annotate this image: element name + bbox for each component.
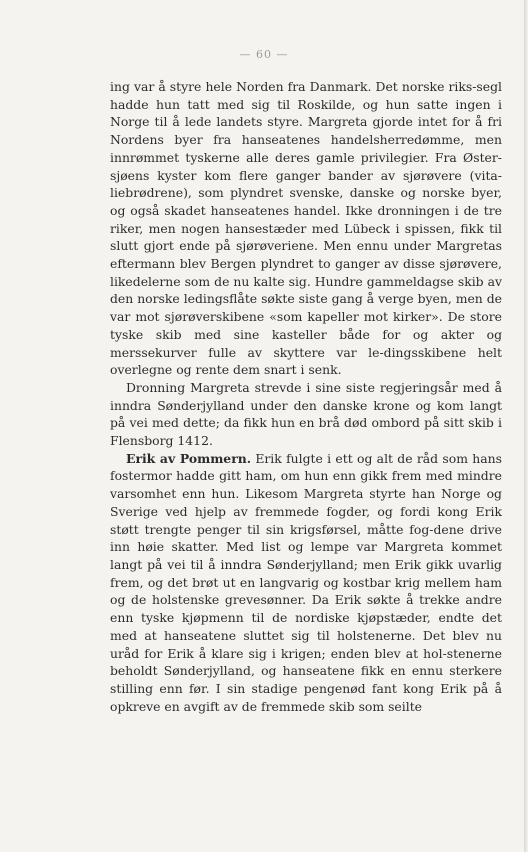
section-heading: Erik av Pommern. bbox=[126, 450, 252, 466]
paragraph-1: ing var å styre hele Norden fra Danmark. Det norske riks-segl hadde hun tatt med sig til Roskilde, og hun satte ingen i Norge til å lede landets styre. Margreta gjorde intet for å fri Nordens byer fra hanseatenes handelsherredømme, men innrømmet tyskerne alle deres gamle privilegier. Fra Øster-sjøens kyster kom flere ganger bander av sjørøvere (vita-liebrødrene), som plyndret svenske, danske og norske byer, og også skadet hanseatenes handel. Ikke dronningen i de tre riker, men nogen hansestæder med Lübeck i spissen, fikk til slutt gjort ende på sjørøveriene. Men ennu under Margretas eftermann blev Bergen plyndret to ganger av disse sjørøvere, likedelerne som de nu kalte sig. Hundre gammeldagse skib av den norske ledingsflåte søkte siste gang å verge byen, men de var mot sjørøverskibene «som kapeller mot kirker». De store tyske skib med sine kasteller både for og akter og merssekurver fulle av skyttere var le-dingsskibene helt overlegne og rente dem snart i senk. bbox=[110, 79, 502, 378]
paragraph-2: Dronning Margreta strevde i sine siste regjeringsår med å inndra Sønderjylland under den danske krone og kom langt på vei med dette; da fikk hun en brå død ombord på sitt skib i Flensborg 1412. bbox=[110, 379, 502, 449]
paragraph-3 bbox=[110, 450, 502, 716]
page-number: — 60 — bbox=[239, 48, 289, 61]
section-text: Erik fulgte i ett og alt de råd som hans fostermor hadde gitt ham, om hun enn gikk frem med mindre varsomhet enn hun. Likesom Margreta styrte han Norge og Sverige ved hjelp av fremmede fogder, og fordi kong Erik støtt trengte penger til sin krigsførsel, måtte fog-dene drive inn høie skatter. Med list og lempe var Margreta kommet langt på vei til å inndra Sønderjylland; men Erik gikk uvarlig frem, og det brøt ut en langvarig og kostbar krig mellem ham og de holstenske grevesønner. Da Erik søkte å trekke andre enn tyske kjøpmenn til de nordiske kjøpstæder, endte det med at hanseatene sluttet sig til holstenerne. Det blev nu uråd for Erik å klare sig i krigen; enden blev at hol-stenerne beholdt Sønderjylland, og hanseatene fikk en ennu sterkere stilling enn før. I sin stadige pengenød fant kong Erik på å opkreve en avgift av de fremmede skib som seilte bbox=[110, 450, 502, 714]
page-edge-shadow bbox=[524, 0, 528, 852]
text-column bbox=[110, 78, 502, 715]
